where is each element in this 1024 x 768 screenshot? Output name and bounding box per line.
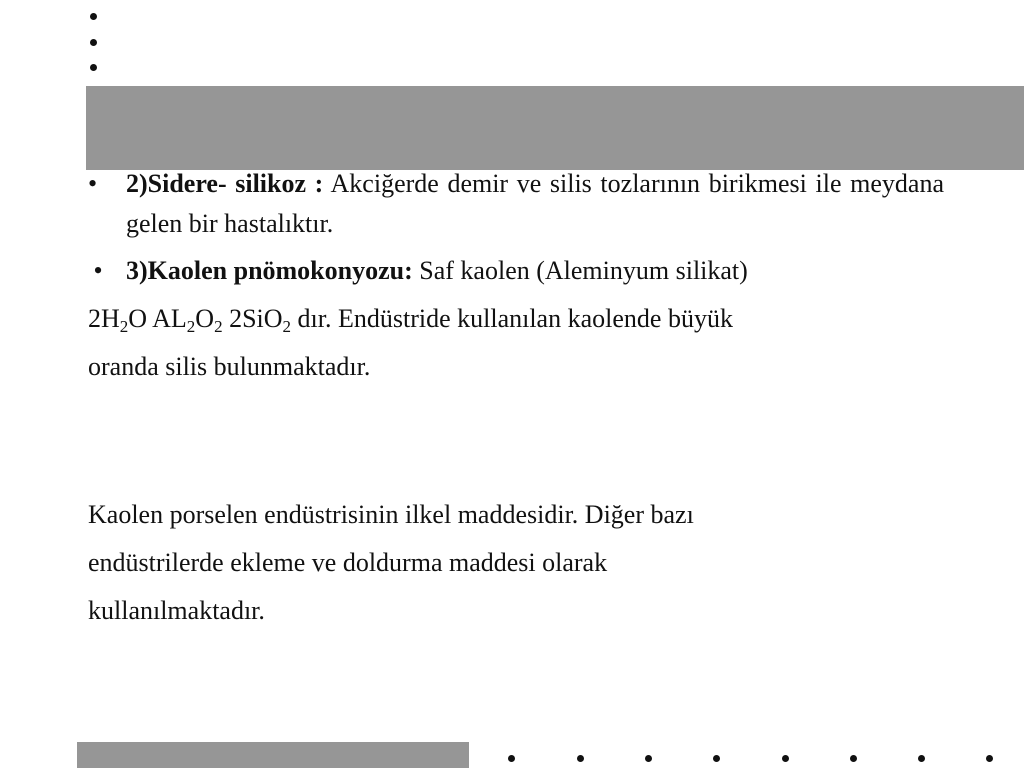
formula-subscript: 2 bbox=[282, 317, 292, 336]
bottom-dot-2 bbox=[577, 755, 584, 762]
bottom-dot-5 bbox=[782, 755, 789, 762]
formula-part: 2SiO bbox=[222, 304, 283, 333]
continuation-line: oranda silis bulunmaktadır. bbox=[88, 352, 371, 381]
top-dot-1 bbox=[90, 13, 97, 20]
top-dot-2 bbox=[90, 39, 97, 46]
bullet-mark: • bbox=[88, 169, 98, 198]
formula-subscript: 2 bbox=[186, 317, 196, 336]
formula-line bbox=[88, 295, 944, 343]
bottom-dot-4 bbox=[713, 755, 720, 762]
formula-subscript: 2 bbox=[214, 317, 223, 336]
formula-part: O AL bbox=[128, 304, 187, 333]
item-heading: 2)Sidere- silikoz : bbox=[126, 169, 324, 198]
formula-text: dır. Endüstride kullanılan kaolende büyük bbox=[291, 304, 733, 333]
item-text: Saf kaolen (Aleminyum silikat) bbox=[419, 256, 748, 285]
bullet-mark: • bbox=[93, 256, 103, 285]
item-text: Akciğerde demir ve silis tozlarının birikmesi ile meydana gelen bir hastalıktır. bbox=[126, 169, 944, 238]
top-dot-3 bbox=[90, 64, 97, 71]
bottom-gray-bar bbox=[77, 742, 469, 768]
paragraph-line-1: Kaolen porselen endüstrisinin ilkel maddesidir. Diğer bazı bbox=[88, 500, 694, 529]
bullet-item-kaolen bbox=[88, 247, 944, 295]
spacer bbox=[88, 391, 944, 491]
formula-part: O bbox=[195, 304, 215, 333]
paragraph-line-2: endüstrilerde ekleme ve doldurma maddesi olarak bbox=[88, 548, 608, 577]
bottom-dot-1 bbox=[508, 755, 515, 762]
bottom-dot-3 bbox=[645, 755, 652, 762]
top-gray-bar bbox=[86, 86, 1024, 170]
bullet-item-sidere-silikoz bbox=[88, 164, 944, 244]
formula-part: 2H bbox=[88, 304, 120, 333]
bottom-dot-6 bbox=[850, 755, 857, 762]
bottom-dot-8 bbox=[986, 755, 993, 762]
paragraph-line-3: kullanılmaktadır. bbox=[88, 596, 265, 625]
item-heading: 3)Kaolen pnömokonyozu: bbox=[126, 256, 413, 285]
bottom-dot-7 bbox=[918, 755, 925, 762]
slide-content bbox=[88, 160, 944, 635]
formula-subscript: 2 bbox=[119, 317, 129, 336]
